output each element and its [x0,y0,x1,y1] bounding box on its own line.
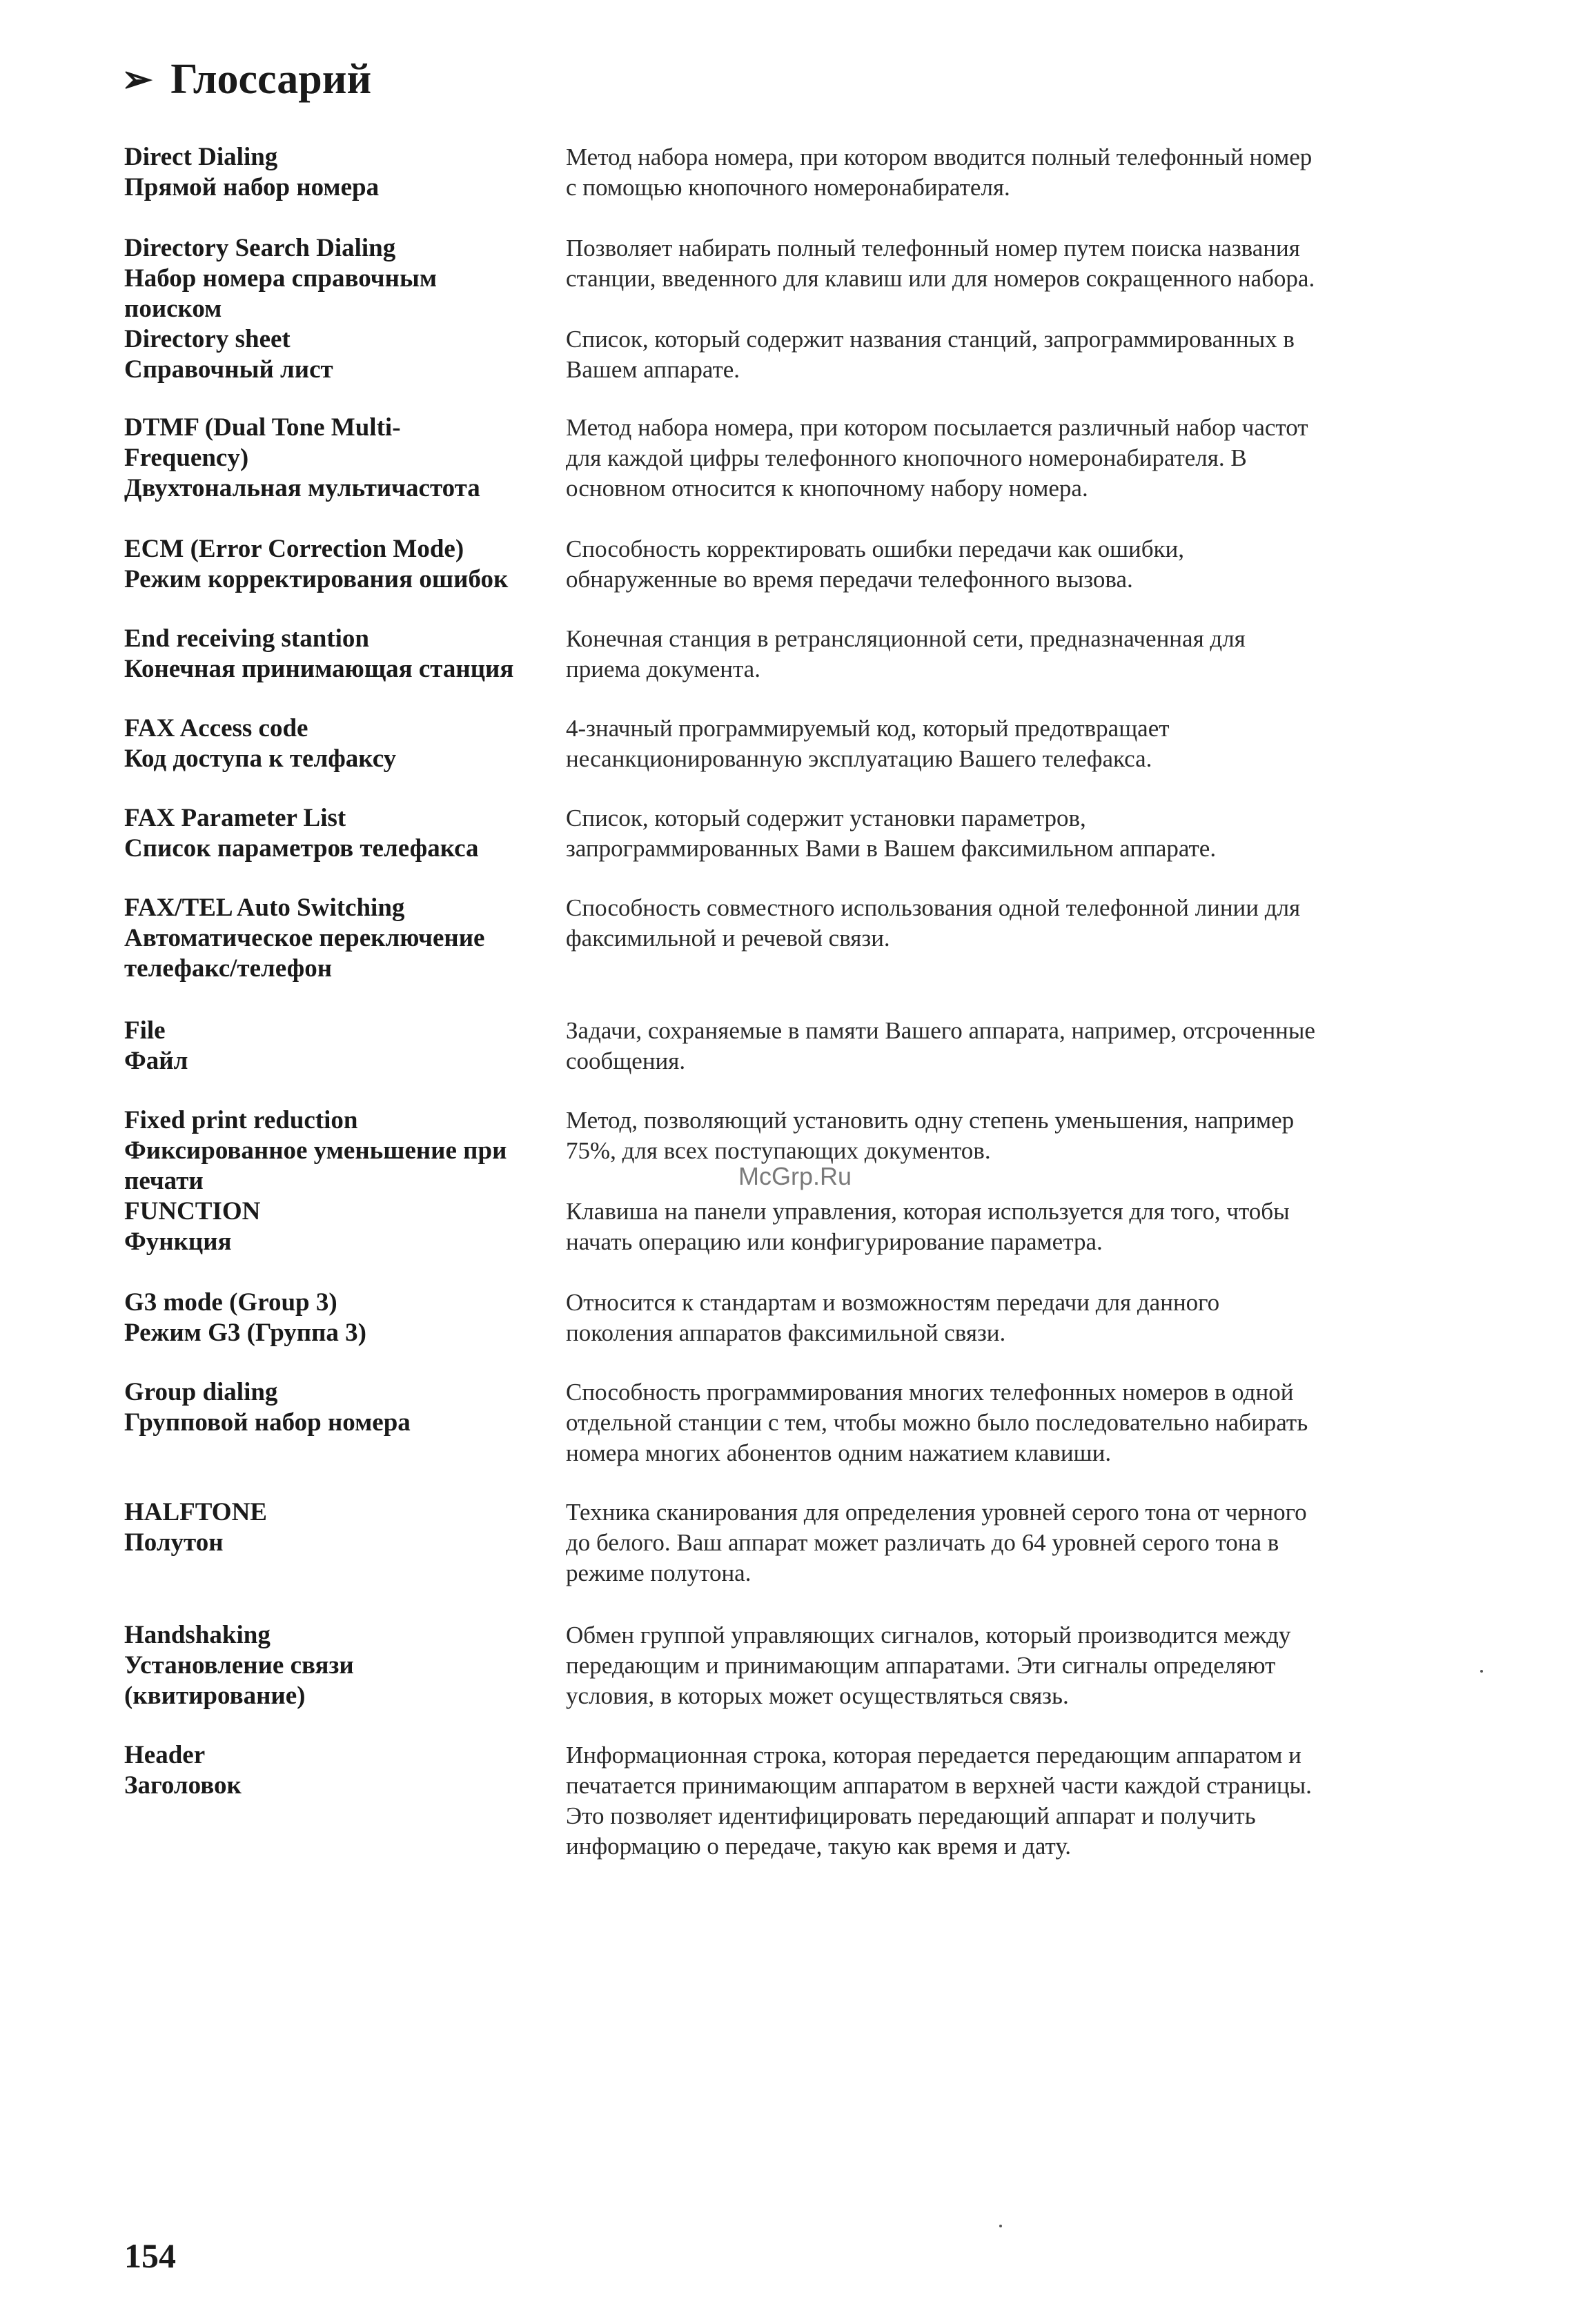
term-line: Фиксированное уменьшение при [124,1136,507,1165]
term-line: Код доступа к телфаксу [124,745,397,773]
scan-speck [1480,1670,1483,1673]
page-title [121,58,371,101]
glossary-term [124,1740,538,1801]
glossary-term [124,1377,538,1438]
glossary-definition [566,142,1518,203]
definition-line: номера многих абонентов одним нажатием клавиши. [566,1439,1112,1466]
glossary-term [124,713,538,774]
definition-line: Метод, позволяющий установить одну степень уменьшения, например [566,1107,1295,1134]
arrow-bullet-icon: ➢ [121,59,153,100]
term-line: Автоматическое переключение [124,924,485,952]
glossary-term [124,1105,538,1197]
definition-line: отдельной станции с тем, чтобы можно было последовательно набирать [566,1409,1308,1436]
definition-line: режиме полутона. [566,1559,751,1586]
term-line: Заголовок [124,1771,242,1800]
term-line: Header [124,1741,206,1769]
page-number: 154 [124,2236,176,2275]
term-line: Режим корректирования ошибок [124,565,509,593]
definition-line: Обмен группой управляющих сигналов, который производится между [566,1622,1291,1648]
definition-line: печатается принимающим аппаратом в верхней части каждой страницы. [566,1772,1312,1799]
definition-line: Задачи, сохраняемые в памяти Вашего аппарата, например, отсроченные [566,1017,1315,1044]
glossary-definition [566,324,1518,385]
term-line: File [124,1016,166,1045]
definition-line: факсимильной и речевой связи. [566,925,890,952]
definition-line: поколения аппаратов факсимильной связи. [566,1319,1006,1346]
glossary-term [124,1620,538,1711]
term-line: Directory sheet [124,325,291,353]
term-line: Режим G3 (Группа 3) [124,1319,366,1347]
watermark: McGrp.Ru [738,1162,852,1190]
definition-line: Способность программирования многих телефонных номеров в одной [566,1379,1294,1406]
definition-line: начать операцию или конфигурирование параметра. [566,1228,1103,1255]
glossary-definition [566,1016,1518,1076]
glossary-term [124,233,538,324]
term-line: End receiving stantion [124,624,369,653]
term-line: поиском [124,295,222,323]
term-line: телефакс/телефон [124,954,333,983]
definition-line: с помощью кнопочного номеронабирателя. [566,174,1010,201]
glossary-term [124,803,538,864]
glossary-definition [566,713,1518,774]
glossary-term [124,1497,538,1558]
definition-line: Это позволяет идентифицировать передающий аппарат и получить [566,1802,1256,1829]
glossary-term [124,1288,538,1348]
definition-line: Список, который содержит названия станций, запрограммированных в [566,326,1295,353]
term-line: Direct Dialing [124,143,278,171]
definition-line: Вашем аппарате. [566,356,740,383]
term-line: FAX Parameter List [124,804,346,832]
glossary-term [124,893,538,984]
glossary-definition [566,534,1518,595]
term-line: Конечная принимающая станция [124,655,514,683]
definition-line: станции, введенного для клавиш или для номеров сокращенного набора. [566,265,1315,292]
definition-line: передающим и принимающим аппаратами. Эти сигналы определяют [566,1652,1276,1679]
glossary-term [124,142,538,203]
definition-line: Конечная станция в ретрансляционной сети, предназначенная для [566,625,1246,652]
definition-line: Техника сканирования для определения уровней серого тона от черного [566,1499,1307,1526]
definition-line: Относится к стандартам и возможностям передачи для данного [566,1289,1220,1316]
term-line: Прямой набор номера [124,173,380,201]
term-line: Групповой набор номера [124,1408,411,1437]
definition-line: обнаруженные во время передачи телефонного вызова. [566,566,1133,593]
definition-line: основном относится к кнопочному набору номера. [566,475,1088,502]
glossary-term [124,534,538,595]
term-line: FUNCTION [124,1197,261,1225]
glossary-definition [566,1288,1518,1348]
term-line: Fixed print reduction [124,1106,358,1134]
definition-line: информацию о передаче, такую как время и дату. [566,1833,1072,1860]
definition-line: Позволяет набирать полный телефонный номер путем поиска названия [566,235,1300,262]
glossary-definition [566,1497,1518,1588]
term-line: (квитирование) [124,1682,306,1710]
term-line: FAX Access code [124,714,308,742]
term-line: Полутон [124,1528,224,1557]
definition-line: до белого. Ваш аппарат может различать до 64 уровней серого тона в [566,1529,1279,1556]
definition-line: Способность совместного использования одной телефонной линии для [566,894,1301,921]
glossary-term [124,413,538,504]
definition-line: Список, который содержит установки параметров, [566,805,1086,831]
glossary-term [124,1016,538,1076]
term-line: Набор номера справочным [124,264,438,293]
definition-line: условия, в которых может осуществляться связь. [566,1682,1069,1709]
definition-line: сообщения. [566,1047,686,1074]
term-line: Frequency) [124,444,249,472]
glossary-definition [566,1377,1518,1468]
glossary-definition [566,1740,1518,1862]
term-line: ECM (Error Correction Mode) [124,535,464,563]
scan-speck [999,2225,1002,2227]
term-line: DTMF (Dual Tone Multi- [124,413,401,442]
term-line: Directory Search Dialing [124,234,396,262]
term-line: Group dialing [124,1378,278,1406]
definition-line: Метод набора номера, при котором вводится полный телефонный номер [566,144,1313,170]
glossary-term [124,624,538,685]
definition-line: Способность корректировать ошибки передачи как ошибки, [566,535,1185,562]
definition-line: 75%, для всех поступающих документов. [566,1137,991,1164]
definition-line: несанкционированную эксплуатацию Вашего телефакса. [566,745,1152,772]
definition-line: запрограммированных Вами в Вашем факсимильном аппарате. [566,835,1217,862]
definition-line: Информационная строка, которая передается передающим аппаратом и [566,1742,1301,1769]
glossary-definition [566,1105,1518,1166]
definition-line: Метод набора номера, при котором посылается различный набор частот [566,414,1308,441]
term-line: Файл [124,1047,188,1075]
term-line: G3 mode (Group 3) [124,1288,337,1317]
term-line: Установление связи [124,1651,354,1680]
term-line: Двухтональная мультичастота [124,474,480,502]
definition-line: для каждой цифры телефонного кнопочного номеронабирателя. В [566,444,1247,471]
glossary-definition [566,413,1518,504]
term-line: FAX/TEL Auto Switching [124,894,405,922]
term-line: HALFTONE [124,1498,267,1526]
page-title-text: Глоссарий [170,56,372,103]
glossary-term [124,1197,538,1257]
glossary-definition [566,893,1518,954]
glossary-definition [566,233,1518,294]
term-line: Handshaking [124,1621,271,1649]
term-line: Список параметров телефакса [124,834,479,863]
glossary-term [124,324,538,385]
glossary-definition [566,624,1518,685]
term-line: печати [124,1167,204,1195]
definition-line: Клавиша на панели управления, которая используется для того, чтобы [566,1198,1290,1225]
term-line: Функция [124,1228,232,1256]
glossary-definition [566,1620,1518,1711]
definition-line: 4-значный программируемый код, который предотвращает [566,715,1170,742]
glossary-definition [566,803,1518,864]
glossary-definition [566,1197,1518,1257]
definition-line: приема документа. [566,656,760,682]
term-line: Справочный лист [124,355,333,384]
